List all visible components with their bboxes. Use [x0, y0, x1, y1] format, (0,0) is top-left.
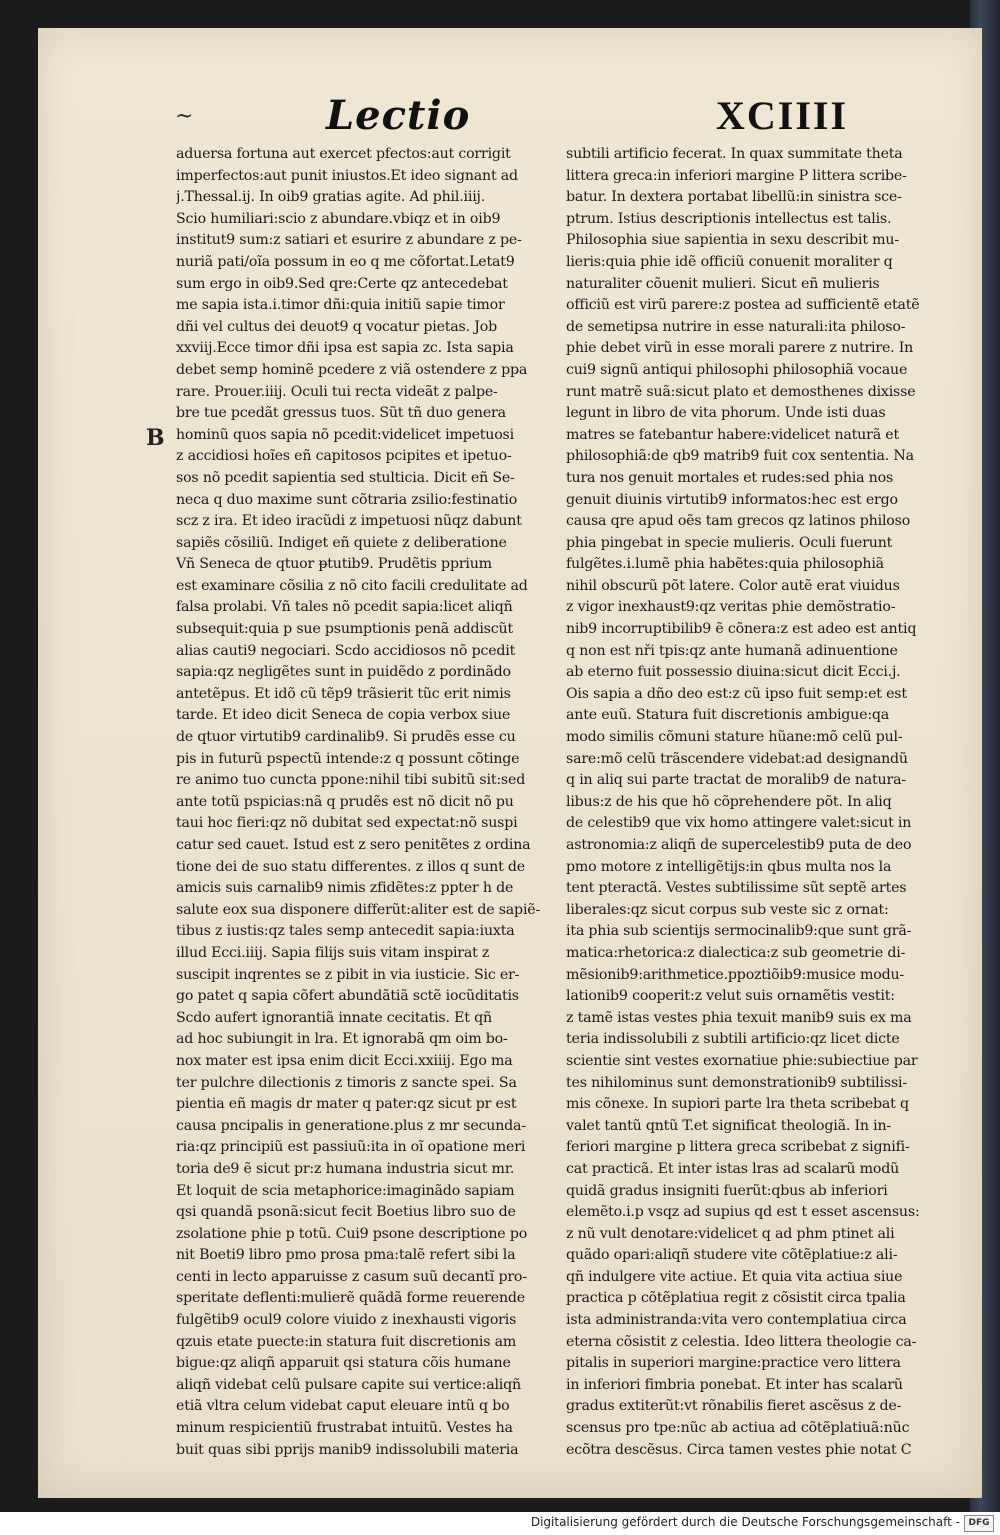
text-line: fulgẽtib9 ocul9 colore viuido z inexhausti vigoris: [176, 1312, 517, 1329]
text-line: z nũ vult denotare:videlicet q ad phm ptinet ali: [566, 1225, 895, 1242]
folio-number: XCIIII: [716, 93, 849, 138]
text-line: nihil obscurũ põt latere. Color autẽ erat viuidus: [566, 577, 900, 594]
text-line: centi in lecto apparuisse z casum suũ decantĩ pro-: [176, 1268, 527, 1285]
text-line: qzuis etate puecte:in statura fuit discretionis am: [176, 1333, 517, 1350]
dfg-logo: DFG: [964, 1515, 994, 1532]
text-line: sare:mõ celũ trãscendere videbat:ad designandũ: [566, 750, 908, 767]
text-line: neca q duo maxime sunt cõtraria zsilio:festinatio: [176, 491, 518, 508]
text-line: institut9 sum:z satiari et esurire z abundare z pe-: [176, 232, 522, 249]
text-line: ter pulchre dilectionis z timoris z sancte spei. Sa: [176, 1074, 517, 1091]
text-line: cui9 signũ antiqui philosophi philosophiã vocaue: [566, 361, 908, 378]
text-line: est examinare cõsilia z nõ cito facili credulitate ad: [176, 577, 528, 594]
text-line: causa qre apud oẽs tam grecos qz latinos philoso: [566, 513, 911, 530]
text-line: sum ergo in oib9.Sed qre:Certe qz antecedebat: [176, 275, 508, 292]
text-line: antetẽpus. Et idõ cũ tẽp9 trãsierit tũc erit nimis: [176, 685, 511, 702]
text-line: z tamẽ istas vestes phia texuit manib9 suis ex ma: [566, 1009, 912, 1026]
text-line: tarde. Et ideo dicit Seneca de copia verbox siue: [176, 707, 511, 724]
text-line: de semetipsa nutrire in esse naturali:ita philoso-: [566, 318, 906, 335]
text-line: falsa prolabi. Vñ tales nõ pcedit sapia:licet aliqñ: [176, 599, 513, 616]
text-line: re animo tuo cuncta ppone:nihil tibi subitũ sit:sed: [176, 772, 526, 789]
text-line: suscipit inqrentes se z pibit in via iusticie. Sic er-: [176, 966, 520, 983]
text-line: bigue:qz aliqñ apparuit qsi statura cõis humane: [176, 1355, 511, 1372]
text-line: imperfectos:aut punit iniustos.Et ideo signant ad: [176, 167, 518, 184]
text-line: tura nos genuit mortales et rudes:sed phia nos: [566, 469, 894, 486]
text-line: minum respicientiũ frustrabat intuitũ. Vestes ha: [176, 1420, 513, 1437]
text-line: elemẽto.i.p vsqz ad supius qd est t esset ascensus:: [566, 1204, 920, 1221]
text-line: qñ indulgere vite actiue. Et quia vita actiua siue: [566, 1268, 903, 1285]
text-line: philosophiã:de qb9 matrib9 fuit cox sententia. Na: [566, 448, 914, 465]
text-line: libus:z de his que hõ cõprehendere põt. In aliq: [566, 793, 892, 810]
text-line: lationib9 cooperit:z velut suis ornamẽtis vestit:: [566, 988, 895, 1005]
text-line: xxviij.Ecce timor dñi ipsa est sapia zc. Ista sapia: [176, 340, 514, 357]
text-line: z accidiosi hoĩes eñ capitosos pcipites et ipetuo-: [176, 448, 512, 465]
text-line: illud Ecci.iiij. Sapia filijs suis vitam inspirat z: [176, 944, 490, 961]
text-line: teria indissolubili z subtili artificio:qz licet dicte: [566, 1031, 900, 1048]
text-line: toria de9 ẽ sicut pr:z humana industria sicut mr.: [176, 1160, 515, 1177]
text-line: eterna cõsistit z celestia. Ideo littera theologie ca-: [566, 1333, 917, 1350]
text-line: nox mater est ipsa enim dicit Ecci.xxiiij. Ego ma: [176, 1052, 513, 1069]
text-line: modo similis cõmuni stature hũane:mõ celũ pul-: [566, 729, 903, 746]
text-line: qsi quandã psonã:sicut fecit Boetius libro suo de: [176, 1204, 516, 1221]
text-line: tione dei de suo statu differentes. z illos q sunt de: [176, 858, 525, 875]
text-line: rare. Prouer.iiij. Oculi tui recta videãt z palpe-: [176, 383, 498, 400]
text-line: mis cõnexe. In supiori parte lra theta scribebat q: [566, 1096, 909, 1113]
text-line: ptrum. Istius descriptionis intellectus est talis.: [566, 210, 892, 227]
text-line: runt matrẽ suã:sicut plato et demosthenes dixisse: [566, 383, 916, 400]
text-line: debet semp hominẽ pcedere z viã ostendere z ppa: [176, 361, 528, 378]
text-line: valet tantũ qntũ T.et significat theologiã. In in-: [566, 1117, 891, 1134]
text-line: me sapia ista.i.timor dñi:quia initiũ sapie timor: [176, 297, 505, 314]
text-line: etiã vltra celum videbat caput eleuare intũ q bo: [176, 1398, 510, 1415]
text-line: sos nõ pcedit sapientia sed stulticia. Dicit eñ Se-: [176, 469, 515, 486]
text-line: subtili artificio fecerat. In quax summitate theta: [566, 146, 903, 162]
text-line: salute eox sua disponere differũt:aliter est de sapiẽ-: [176, 901, 541, 918]
text-line: Scdo aufert ignorantiã innate cecitatis. Et qñ: [176, 1009, 492, 1026]
text-line: causa pncipalis in generatione.plus z mr secunda-: [176, 1117, 526, 1134]
text-line: Philosophia siue sapientia in sexu describit mu-: [566, 232, 899, 249]
text-line: sapia:qz negligẽtes sunt in puidẽdo z pordinãdo: [176, 664, 511, 681]
text-line: aduersa fortuna aut exercet pfectos:aut corrigit: [176, 146, 511, 162]
text-line: alias cauti9 negociari. Scdo accidiosos nõ pcedit: [176, 642, 516, 659]
text-line: nib9 incorruptibilib9 ẽ cõnera:z est adeo est antiq: [566, 621, 917, 638]
text-line: feriori margine p littera greca scribebat z signifi-: [566, 1139, 910, 1156]
text-line: lieris:quia phie idẽ officiũ conuenit moraliter q: [566, 253, 893, 270]
text-line: mẽsionib9:arithmetice.ppoztiõib9:musice modu-: [566, 966, 904, 983]
text-line: pitalis in superiori margine:practice vero littera: [566, 1355, 901, 1372]
text-line: legunt in libro de vita phorum. Unde isti duas: [566, 405, 886, 422]
text-line: quidã gradus insigniti fuerũt:qbus ab inferiori: [566, 1182, 888, 1199]
running-head-title: Lectio: [326, 92, 471, 139]
text-line: amicis suis carnalib9 nimis zfidẽtes:z ppter h de: [176, 880, 514, 897]
text-line: littera greca:in inferiori margine P littera scribe-: [566, 167, 907, 184]
text-line: matres se fatebantur habere:videlicet naturã et: [566, 426, 899, 443]
text-line: ista administranda:vita vero contemplatiua circa: [566, 1312, 907, 1329]
text-line: ita phia sub scientijs sermocinalib9:que sunt grã-: [566, 923, 912, 940]
text-line: pis in futurũ pspectũ intende:z q possunt cõtinge: [176, 750, 520, 767]
text-line: phia pingebat in specie mulieris. Oculi fuerunt: [566, 534, 893, 551]
right-text-column: [566, 144, 968, 1461]
footer-bar: [0, 1512, 1000, 1535]
text-line: hominũ quos sapia nõ pcedit:videlicet impetuosi: [176, 426, 514, 443]
text-line: nit Boeti9 libro pmo prosa pma:talẽ refert sibi la: [176, 1247, 516, 1264]
text-line: de celestib9 que vix homo attingere valet:sicut in: [566, 815, 912, 832]
text-line: gradus extiterũt:vt rõnabilis fieret ascẽsus z de-: [566, 1398, 902, 1415]
text-line: cat practicã. Et inter istas lras ad scalarũ modũ: [566, 1160, 900, 1177]
text-line: pmo motore z intelligẽtijs:in qbus multa nos la: [566, 858, 892, 875]
text-line: pientia eñ magis dr mater q pater:qz sicut pr est: [176, 1096, 517, 1113]
text-line: q in aliq sui parte tractat de moralib9 de natura-: [566, 772, 906, 789]
text-line: z vigor inexhaust9:qz veritas phie demõstratio-: [566, 599, 896, 616]
text-line: buit quas sibi pprijs manib9 indissolubili materia: [176, 1441, 519, 1458]
text-line: tibus z iustis:qz tales semp antecedit sapia:iuxta: [176, 923, 515, 940]
text-line: bre tue pcedãt gressus tuos. Sũt tñ duo genera: [176, 405, 506, 422]
text-line: Scio humiliari:scio z abundare.vbiqz et in oib9: [176, 210, 501, 227]
text-line: Et loquit de scia metaphorice:imaginãdo sapiam: [176, 1182, 515, 1199]
text-line: speritate deflenti:mulierẽ quãdã forme reuerende: [176, 1290, 525, 1307]
text-line: Ois sapia a dño deo est:z cũ ipso fuit semp:et est: [566, 685, 907, 702]
left-text-column: [176, 144, 578, 1461]
text-line: batur. In dextera portabat libellũ:in sinistra sce-: [566, 189, 902, 206]
text-line: catur sed cauet. Istud est z sero penitẽtes z ordina: [176, 837, 531, 853]
text-line: matica:rhetorica:z dialectica:z sub geometrie di-: [566, 944, 906, 961]
text-line: ab eterno fuit possessio diuina:sicut dicit Ecci.j.: [566, 664, 901, 681]
text-line: astronomia:z aliqñ de supercelestib9 puta de deo: [566, 837, 912, 853]
text-line: dñi vel cultus dei deuot9 q vocatur pietas. Job: [176, 318, 497, 335]
text-line: subsequit:quia p sue psumptionis penã addiscũt: [176, 621, 513, 638]
text-line: j.Thessal.ij. In oib9 gratias agite. Ad phil.iiij.: [176, 189, 486, 206]
funding-credit: Digitalisierung gefördert durch die Deutsche Forschungsgemeinschaft -: [530, 1515, 960, 1529]
text-line: scientie sint vestes exornatiue phie:subiectiue par: [566, 1052, 918, 1069]
text-line: fulgẽtes.i.lumẽ phia habẽtes:quia philosophiã: [566, 556, 884, 573]
text-line: ecõtra descẽsus. Circa tamen vestes phie notat C: [566, 1441, 912, 1458]
text-line: phie debet virũ in esse morali parere z nutrire. In: [566, 340, 914, 357]
text-line: naturaliter cõuenit mulieri. Sicut eñ mulieris: [566, 275, 880, 292]
text-line: taui hoc fieri:qz nõ dubitat sed expectat:nõ suspi: [176, 815, 518, 832]
text-line: zsolatione phie p totũ. Cui9 psone descriptione po: [176, 1225, 528, 1242]
text-line: Vñ Seneca de qtuor ᵽtutib9. Prudẽtis pprium: [176, 556, 492, 573]
text-line: ante totũ pspicias:nã q prudẽs est nõ dicit nõ pu: [176, 793, 514, 810]
text-line: go patet q sapia cõfert abundãtiã sctẽ iocũditatis: [176, 988, 519, 1005]
text-line: q non est nři tpis:qz ante humanã adinuentione: [566, 642, 898, 659]
text-line: ad hoc subiungit in lra. Et ignorabã qm oim bo-: [176, 1031, 508, 1048]
text-line: tes nihilominus sunt demonstrationib9 subtilissi-: [566, 1074, 907, 1091]
text-line: officiũ est virũ parere:z postea ad sufficientẽ etatẽ: [566, 297, 920, 314]
text-line: de qtuor virtutib9 cardinalib9. Si prudẽs esse cu: [176, 729, 516, 746]
text-line: scz z ira. Et ideo iracũdi z impetuosi nũqz dabunt: [176, 513, 522, 530]
text-line: liberales:qz sicut corpus sub veste sic z ornat:: [566, 901, 889, 918]
header-mark: ~: [175, 104, 194, 129]
text-line: in inferiori fimbria ponebat. Et inter has scalarũ: [566, 1376, 903, 1393]
margin-letter: B: [146, 425, 165, 451]
text-line: practica p cõtẽplatiua regit z cõsistit circa tpalia: [566, 1290, 906, 1307]
text-line: scensus pro tpe:nũc ab actiua ad cõtẽplatiuã:nũc: [566, 1420, 910, 1437]
text-line: quãdo opari:aliqñ studere vite cõtẽplatiue:z ali-: [566, 1247, 898, 1264]
text-line: ria:qz principiũ est passiuũ:ita in oĩ opatione meri: [176, 1139, 526, 1156]
text-line: nuriã pati/oĩa possum in eo q me cõfortat.Letat9: [176, 253, 515, 270]
text-line: genuit diuinis virtutib9 informatos:hec est ergo: [566, 491, 898, 508]
text-line: sapiẽs cõsiliũ. Indiget eñ quiete z deliberatione: [176, 534, 507, 551]
text-line: aliqñ videbat celũ pulsare capite sui vertice:aliqñ: [176, 1376, 521, 1393]
text-line: ante euũ. Statura fuit discretionis ambigue:qa: [566, 707, 890, 724]
text-line: tent pteractã. Vestes subtilissime sũt septẽ artes: [566, 880, 907, 897]
